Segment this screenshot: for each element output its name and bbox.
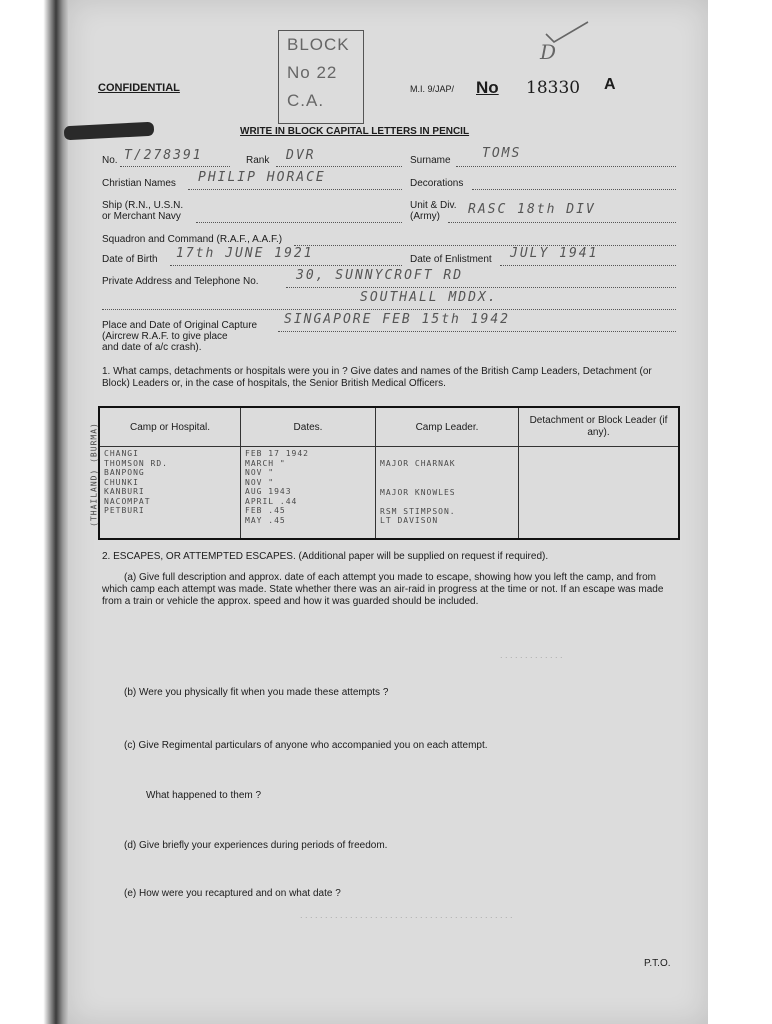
form-suffix: A (604, 76, 616, 93)
address-label: Private Address and Telephone No. (102, 276, 259, 287)
leader-entry (380, 469, 514, 479)
capture-label-3: and date of a/c crash). (102, 342, 202, 353)
rank-label: Rank (246, 155, 270, 166)
camp-entry: KANBURI (104, 487, 145, 496)
surname-label: Surname (410, 155, 451, 166)
leader-entry: MAJOR CHARNAK (380, 459, 456, 468)
camps-table (98, 406, 680, 540)
unit-line (448, 222, 676, 223)
question-2-heading: 2. ESCAPES, OR ATTEMPTED ESCAPES. (Additional paper will be supplied on request if required). (102, 551, 549, 562)
ref-label: M.I. 9/JAP/ (410, 84, 455, 94)
christian-names-line (188, 189, 402, 190)
address-value-1: 30, SUNNYCROFT RD (296, 268, 464, 283)
unit-label-1: Unit & Div. (410, 200, 457, 211)
page-binding-edge (0, 0, 70, 1024)
ship-label-2: or Merchant Navy (102, 211, 181, 222)
enlistment-label: Date of Enlistment (410, 254, 492, 265)
dob-line (170, 265, 402, 266)
stamp-line-3: C.A. (287, 91, 325, 110)
form-number: 18330 (526, 78, 581, 98)
pto-label: P.T.O. (644, 958, 671, 969)
no-line (120, 166, 230, 167)
confidential-label: CONFIDENTIAL (98, 82, 180, 94)
bleed-through-text: . . . . . . . . . . . . . . . . . . . . . . . . . . . . . . . . . . . . . . . . . . . (300, 910, 513, 920)
date-entry: NOV " (245, 468, 275, 477)
camp-entry: CHUNKI (104, 477, 139, 487)
stamp-line-1: BLOCK (287, 35, 350, 54)
service-number: T/278391 (124, 148, 203, 163)
address-line-1 (286, 287, 676, 288)
no-label: No. (102, 155, 118, 166)
leaders-column (376, 447, 519, 540)
surname-value: TOMS (482, 146, 522, 161)
header-camp-leader: Camp Leader. (376, 407, 519, 447)
leader-entry (380, 478, 514, 488)
question-2c-followup: What happened to them ? (146, 790, 262, 801)
christian-names-label: Christian Names (102, 178, 176, 189)
check-mark-icon (536, 20, 592, 46)
capture-value: SINGAPORE FEB 15th 1942 (284, 312, 511, 327)
camp-entry: THOMSON RD. (104, 458, 168, 468)
address-line-2 (102, 309, 676, 310)
capture-label-2: (Aircrew R.A.F. to give place (102, 331, 228, 342)
region-side-note: (THAILAND) (BURMA) (89, 422, 99, 527)
dob-value: 17th JUNE 1921 (176, 246, 314, 261)
squadron-line (294, 245, 676, 246)
header-detachment: Detachment or Block Leader (if any). (519, 407, 680, 447)
rank-value: DVR (286, 148, 316, 163)
leader-entry: LT DAVISON (380, 516, 439, 525)
question-2e: (e) How were you recaptured and on what date ? (124, 888, 341, 899)
block-stamp (278, 30, 364, 124)
stamp-line-2: No 22 (287, 63, 338, 82)
header-dates: Dates. (241, 407, 376, 447)
dob-label: Date of Birth (102, 254, 158, 265)
question-2b: (b) Were you physically fit when you made these attempts ? (124, 687, 389, 698)
initials-mark: D (540, 40, 557, 64)
decorations-line (472, 189, 676, 190)
leader-entry (380, 497, 514, 507)
christian-names-value: PHILIP HORACE (198, 170, 326, 185)
dates-column (241, 447, 376, 540)
detachment-column (519, 447, 680, 540)
camp-entry: NACOMPAT (104, 496, 151, 506)
unit-label-2: (Army) (410, 211, 440, 222)
address-value-2: SOUTHALL MDDX. (360, 290, 498, 305)
date-entry: FEB .45 (245, 506, 286, 515)
capture-label-1: Place and Date of Original Capture (102, 320, 258, 331)
question-2a: (a) Give full description and approx. date of each attempt you made to escape, showing how you left the camp, and from which camp each attempt was made. State whether there was an air-raid in progress at the time or not. If an escape was made from a train or vehicle the approx. speed and how it was guarded should be included. (102, 572, 664, 607)
squadron-label: Squadron and Command (R.A.F., A.A.F.) (102, 234, 283, 245)
question-1: 1. What camps, detachments or hospitals were you in ? Give dates and names of the British Camp Leaders, Detachment (or Block) Leaders or, in the case of hospitals, the Senior British Medical Officers. (102, 366, 652, 389)
date-entry: MAY .45 (245, 515, 286, 525)
camp-entry: PETBURI (104, 506, 145, 515)
leader-entry: MAJOR KNOWLES (380, 487, 456, 497)
capture-line (278, 331, 676, 332)
camp-entry: CHANGI (104, 449, 139, 458)
question-2c: (c) Give Regimental particulars of anyone who accompanied you on each attempt. (124, 740, 488, 751)
ship-line (196, 222, 402, 223)
camps-column (99, 447, 241, 540)
date-entry: APRIL .44 (245, 496, 298, 506)
unit-value: RASC 18th DIV (468, 202, 596, 217)
date-entry: AUG 1943 (245, 487, 292, 496)
rank-line (276, 166, 402, 167)
enlistment-value: JULY 1941 (510, 246, 599, 261)
date-entry: NOV " (245, 477, 275, 487)
surname-line (456, 166, 676, 167)
camp-entry: BANPONG (104, 468, 145, 477)
date-entry: MARCH " (245, 458, 286, 468)
date-entry: FEB 17 1942 (245, 449, 309, 458)
ship-label-1: Ship (R.N., U.S.N. (102, 200, 184, 211)
bleed-through-text: . . . . . . . . . . . . . (500, 650, 563, 660)
question-2d: (d) Give briefly your experiences during periods of freedom. (124, 840, 388, 851)
leader-entry: RSM STIMPSON. (380, 506, 456, 516)
instruction-heading: WRITE IN BLOCK CAPITAL LETTERS IN PENCIL (240, 126, 470, 137)
enlistment-line (500, 265, 676, 266)
header-camp: Camp or Hospital. (99, 407, 241, 447)
decorations-label: Decorations (410, 178, 464, 189)
number-label: No (476, 78, 499, 97)
